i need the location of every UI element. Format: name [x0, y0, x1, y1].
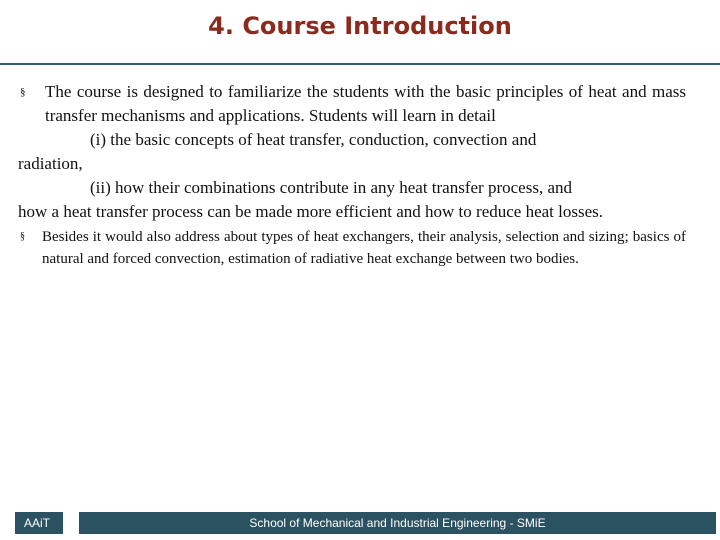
- footer-institution: AAiT: [15, 512, 63, 534]
- slide-title: 4. Course Introduction: [208, 12, 512, 40]
- secondary-bullet-block: [18, 226, 686, 270]
- slide-content: [18, 80, 686, 270]
- main-bullet-block: [18, 80, 686, 224]
- footer-school: School of Mechanical and Industrial Engineering - SMiE: [79, 512, 716, 534]
- bullet-marker: §: [20, 231, 25, 242]
- bullet-text: Besides it would also address about types of heat exchangers, their analysis, selection and sizing; basics of natural and forced convection, estimation of radiative heat exchange between two bodies.: [42, 229, 686, 267]
- title-divider: [0, 63, 720, 65]
- item-i: (i) the basic concepts of heat transfer, conduction, convection and: [90, 130, 537, 149]
- bullet-marker: §: [20, 86, 26, 98]
- item-i-continuation: radiation,: [18, 154, 83, 173]
- bullet-item: [18, 80, 686, 128]
- bullet-item: [18, 226, 686, 270]
- item-ii: (ii) how their combinations contribute in any heat transfer process, and: [90, 178, 572, 197]
- item-ii-continuation: how a heat transfer process can be made more efficient and how to reduce heat losses.: [18, 202, 604, 221]
- bullet-text: The course is designed to familiarize the students with the basic principles of heat and mass transfer mechanisms and applications. Students will learn in detail: [45, 82, 686, 125]
- footer-bar: [15, 512, 716, 534]
